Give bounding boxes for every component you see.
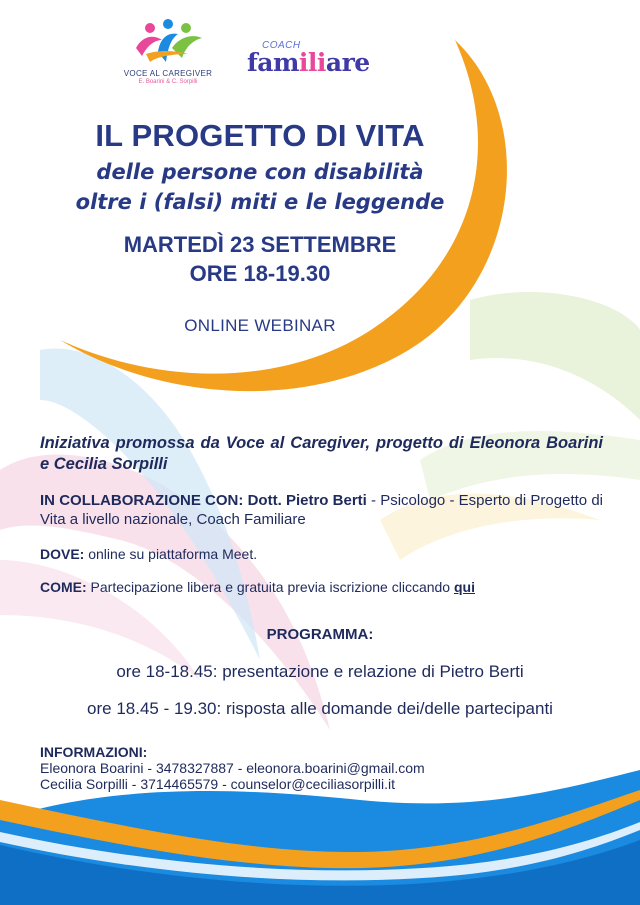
info-heading: INFORMAZIONI: xyxy=(40,744,148,760)
coach-familiare-logo xyxy=(247,40,377,80)
dove-label: DOVE: xyxy=(40,546,85,562)
program-heading: PROGRAMMA: xyxy=(266,626,374,643)
event-format: ONLINE WEBINAR xyxy=(184,316,336,335)
logo-left-title: VOCE AL CAREGIVER xyxy=(123,69,213,78)
event-subtitle-2: oltre i (falsi) miti e le leggende xyxy=(75,190,445,214)
promo-text: Iniziativa promossa da Voce al Caregiver, progetto di Eleonora Boarini e Cecilia Sorpilli xyxy=(40,434,603,473)
event-time: ORE 18-19.30 xyxy=(189,261,331,286)
how-paragraph xyxy=(40,579,603,595)
logo-left-authors: E. Boarini & C. Sorpilli xyxy=(138,79,198,85)
event-title: IL PROGETTO DI VITA xyxy=(95,118,425,153)
logo-are-part: are xyxy=(325,48,370,77)
people-figures-icon xyxy=(128,18,208,68)
come-label: COME: xyxy=(40,579,87,595)
collaboration-paragraph xyxy=(40,491,603,529)
voce-al-caregiver-logo xyxy=(118,18,218,96)
where-paragraph xyxy=(40,546,603,562)
contact-info xyxy=(40,744,560,792)
logo-fam-part: fam xyxy=(247,48,299,77)
program-item: ore 18-18.45: presentazione e relazione di Pietro Berti xyxy=(116,662,524,681)
logo-ili-part: ili xyxy=(298,48,326,77)
contact-line: Eleonora Boarini - 3478327887 - eleonora.boarini@gmail.com xyxy=(40,760,425,776)
collab-label: IN COLLABORAZIONE CON: xyxy=(40,492,244,509)
event-subtitle-1: delle persone con disabilità xyxy=(96,160,424,184)
registration-link[interactable]: qui xyxy=(453,579,475,595)
logo-right-coach: COACH xyxy=(262,40,301,51)
come-text: Partecipazione libera e gratuita previa iscrizione cliccando xyxy=(86,579,454,595)
event-date: MARTEDÌ 23 SETTEMBRE xyxy=(123,232,397,257)
program-item: ore 18.45 - 19.30: risposta alle domande dei/delle partecipanti xyxy=(87,699,553,718)
collab-name: Dott. Pietro Berti xyxy=(247,492,367,509)
contact-line: Cecilia Sorpilli - 3714465579 - counselor@ceciliasorpilli.it xyxy=(40,776,396,792)
dove-text: online su piattaforma Meet. xyxy=(84,546,258,562)
logo-right-familiare xyxy=(247,48,370,77)
collab-description: - Psicologo - Esperto di Progetto di Vita a livello nazionale, Coach Familiare xyxy=(40,492,603,528)
